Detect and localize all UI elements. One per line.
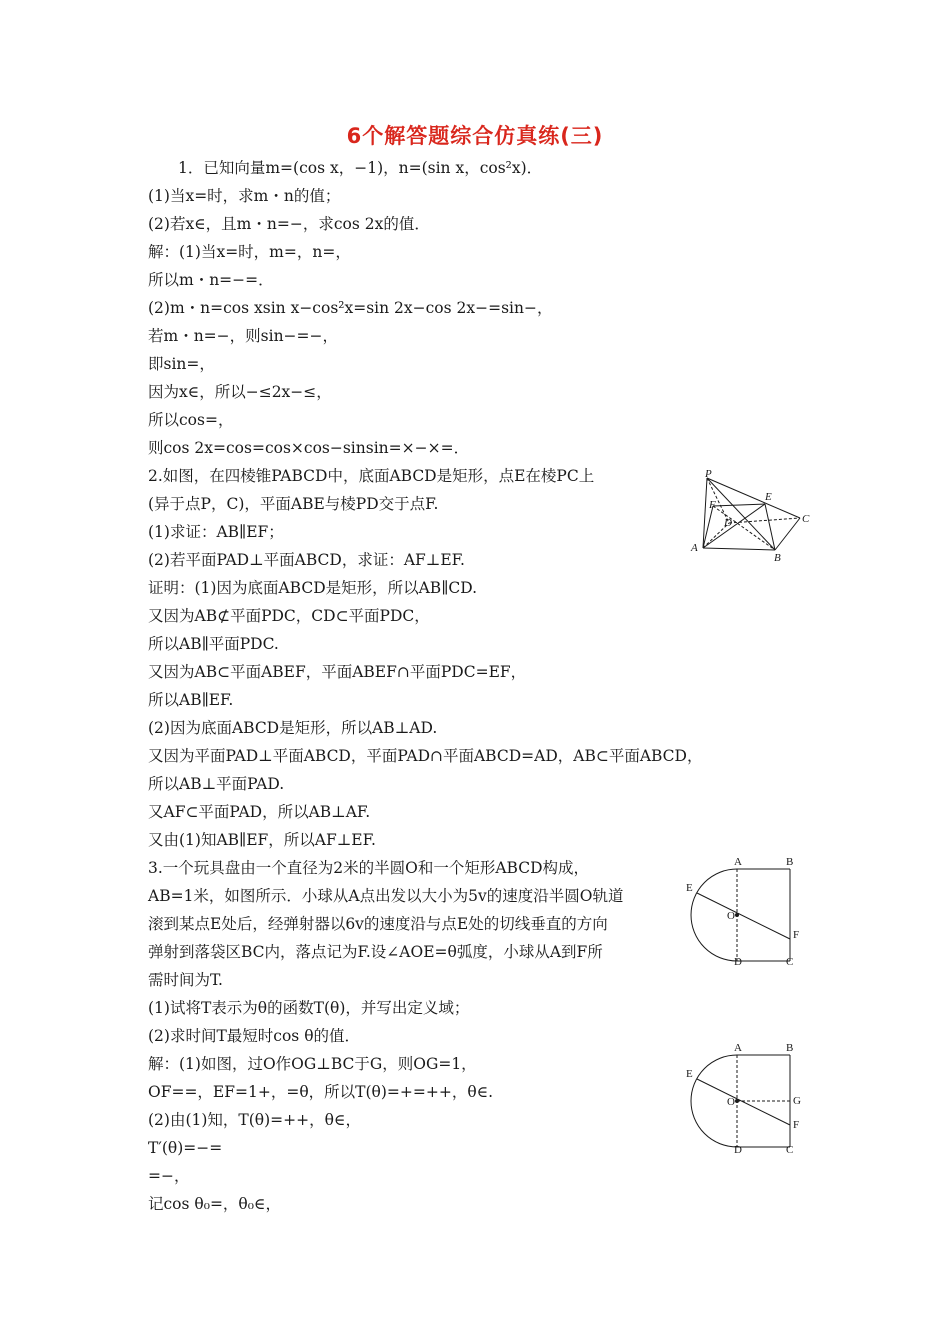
text-line: 因为x∈，所以−≤2x−≤， (148, 383, 332, 401)
problem-1-statement: 1．已知向量m=(cos x，−1)，n=(sin x，cos²x)． (178, 159, 543, 177)
text-line: 所以AB⊥平面PAD. (148, 775, 285, 793)
pyramid-label-a: A (691, 542, 698, 554)
board1-label-b: B (786, 856, 794, 868)
text-line: (2)m・n=cos xsin x−cos²x=sin 2x−cos 2x−=sin−， (148, 299, 553, 317)
text-line: 滚到某点E处后，经弹射器以6v的速度沿与点E处的切线垂直的方向 (148, 915, 608, 933)
board2-label-g: G (793, 1095, 801, 1107)
text-line: AB=1米，如图所示．小球从A点出发以大小为5v的速度沿半圆O轨道 (148, 887, 624, 905)
toy-board-solution-figure (685, 1043, 815, 1155)
board1-label-f: F (793, 929, 800, 941)
board1-label-c: C (786, 956, 794, 967)
board1-label-e: E (686, 882, 693, 894)
pyramid-label-c: C (802, 513, 810, 525)
text-line: 弹射到落袋区BC内，落点记为F.设∠AOE=θ弧度，小球从A到F所 (148, 943, 603, 961)
text-line: (异于点P，C)，平面ABE与棱PD交于点F. (148, 495, 439, 513)
text-line: 又因为平面PAD⊥平面ABCD，平面PAD∩平面ABCD=AD，AB⊂平面ABCD， (148, 747, 703, 765)
text-line: 又由(1)知AB∥EF，所以AF⊥EF. (148, 831, 376, 849)
text-line: 证明：(1)因为底面ABCD是矩形，所以AB∥CD. (148, 579, 478, 597)
pyramid-label-f: F (709, 499, 716, 511)
text-line: (1)当x=时，求m・n的值； (148, 187, 341, 205)
text-line: 又因为AB⊂平面ABEF，平面ABEF∩平面PDC=EF， (148, 663, 527, 681)
text-line: (1)试将T表示为θ的函数T(θ)，并写出定义域； (148, 999, 470, 1017)
text-line: (2)求时间T最短时cos θ的值． (148, 1027, 361, 1045)
text-line: 又AF⊂平面PAD，所以AB⊥AF. (148, 803, 371, 821)
pyramid-label-d: D (724, 517, 732, 529)
board2-label-e: E (686, 1068, 693, 1080)
text-line: 则cos 2x=cos=cos×cos−sinsin=×−×=． (148, 439, 470, 457)
text-line: OF==，EF=1+，=θ，所以T(θ)=+=++，θ∈. (148, 1083, 494, 1101)
text-line: 解：(1)如图，过O作OG⊥BC于G，则OG=1， (148, 1055, 477, 1073)
text-line: 记cos θ₀=，θ₀∈， (148, 1195, 281, 1213)
board1-label-o: O (727, 910, 735, 922)
text-line: 需时间为T. (148, 971, 223, 989)
page-title: 6个解答题综合仿真练(三) (346, 124, 604, 148)
pyramid-label-b: B (774, 552, 781, 563)
problem-2-statement: 2.如图，在四棱锥PABCD中，底面ABCD是矩形，点E在棱PC上 (148, 467, 595, 485)
problem-3-statement: 3.一个玩具盘由一个直径为2米的半圆O和一个矩形ABCD构成， (148, 859, 590, 877)
text-line: 解：(1)当x=时，m=，n=， (148, 243, 351, 261)
text-line: 所以cos=， (148, 411, 234, 429)
text-line: 所以AB∥EF. (148, 691, 234, 709)
pyramid-figure (685, 468, 815, 563)
board2-label-a: A (734, 1043, 742, 1054)
text-line: 即sin=， (148, 355, 215, 373)
text-line: 所以AB∥平面PDC. (148, 635, 279, 653)
board1-label-d: D (734, 956, 742, 967)
text-line: 所以m・n=−=． (148, 271, 274, 289)
text-line: 又因为AB⊄平面PDC，CD⊂平面PDC， (148, 607, 430, 625)
board2-label-d: D (734, 1144, 742, 1155)
pyramid-label-e: E (765, 491, 772, 503)
text-line: (1)求证：AB∥EF； (148, 523, 284, 541)
toy-board-figure (685, 855, 815, 967)
text-line: T′(θ)=−= (148, 1139, 223, 1157)
text-line: (2)若x∈，且m・n=−，求cos 2x的值． (148, 215, 430, 233)
text-line: (2)若平面PAD⊥平面ABCD，求证：AF⊥EF. (148, 551, 465, 569)
text-line: (2)由(1)知，T(θ)=++，θ∈， (148, 1111, 361, 1129)
board2-label-b: B (786, 1043, 794, 1054)
board2-label-f: F (793, 1119, 800, 1131)
board2-label-o: O (727, 1096, 735, 1108)
pyramid-label-p: P (705, 468, 712, 480)
text-line: (2)因为底面ABCD是矩形，所以AB⊥AD. (148, 719, 438, 737)
text-line: =−， (148, 1167, 190, 1185)
board2-label-c: C (786, 1144, 794, 1155)
board1-label-a: A (734, 856, 742, 868)
text-line: 若m・n=−，则sin−=−， (148, 327, 339, 345)
